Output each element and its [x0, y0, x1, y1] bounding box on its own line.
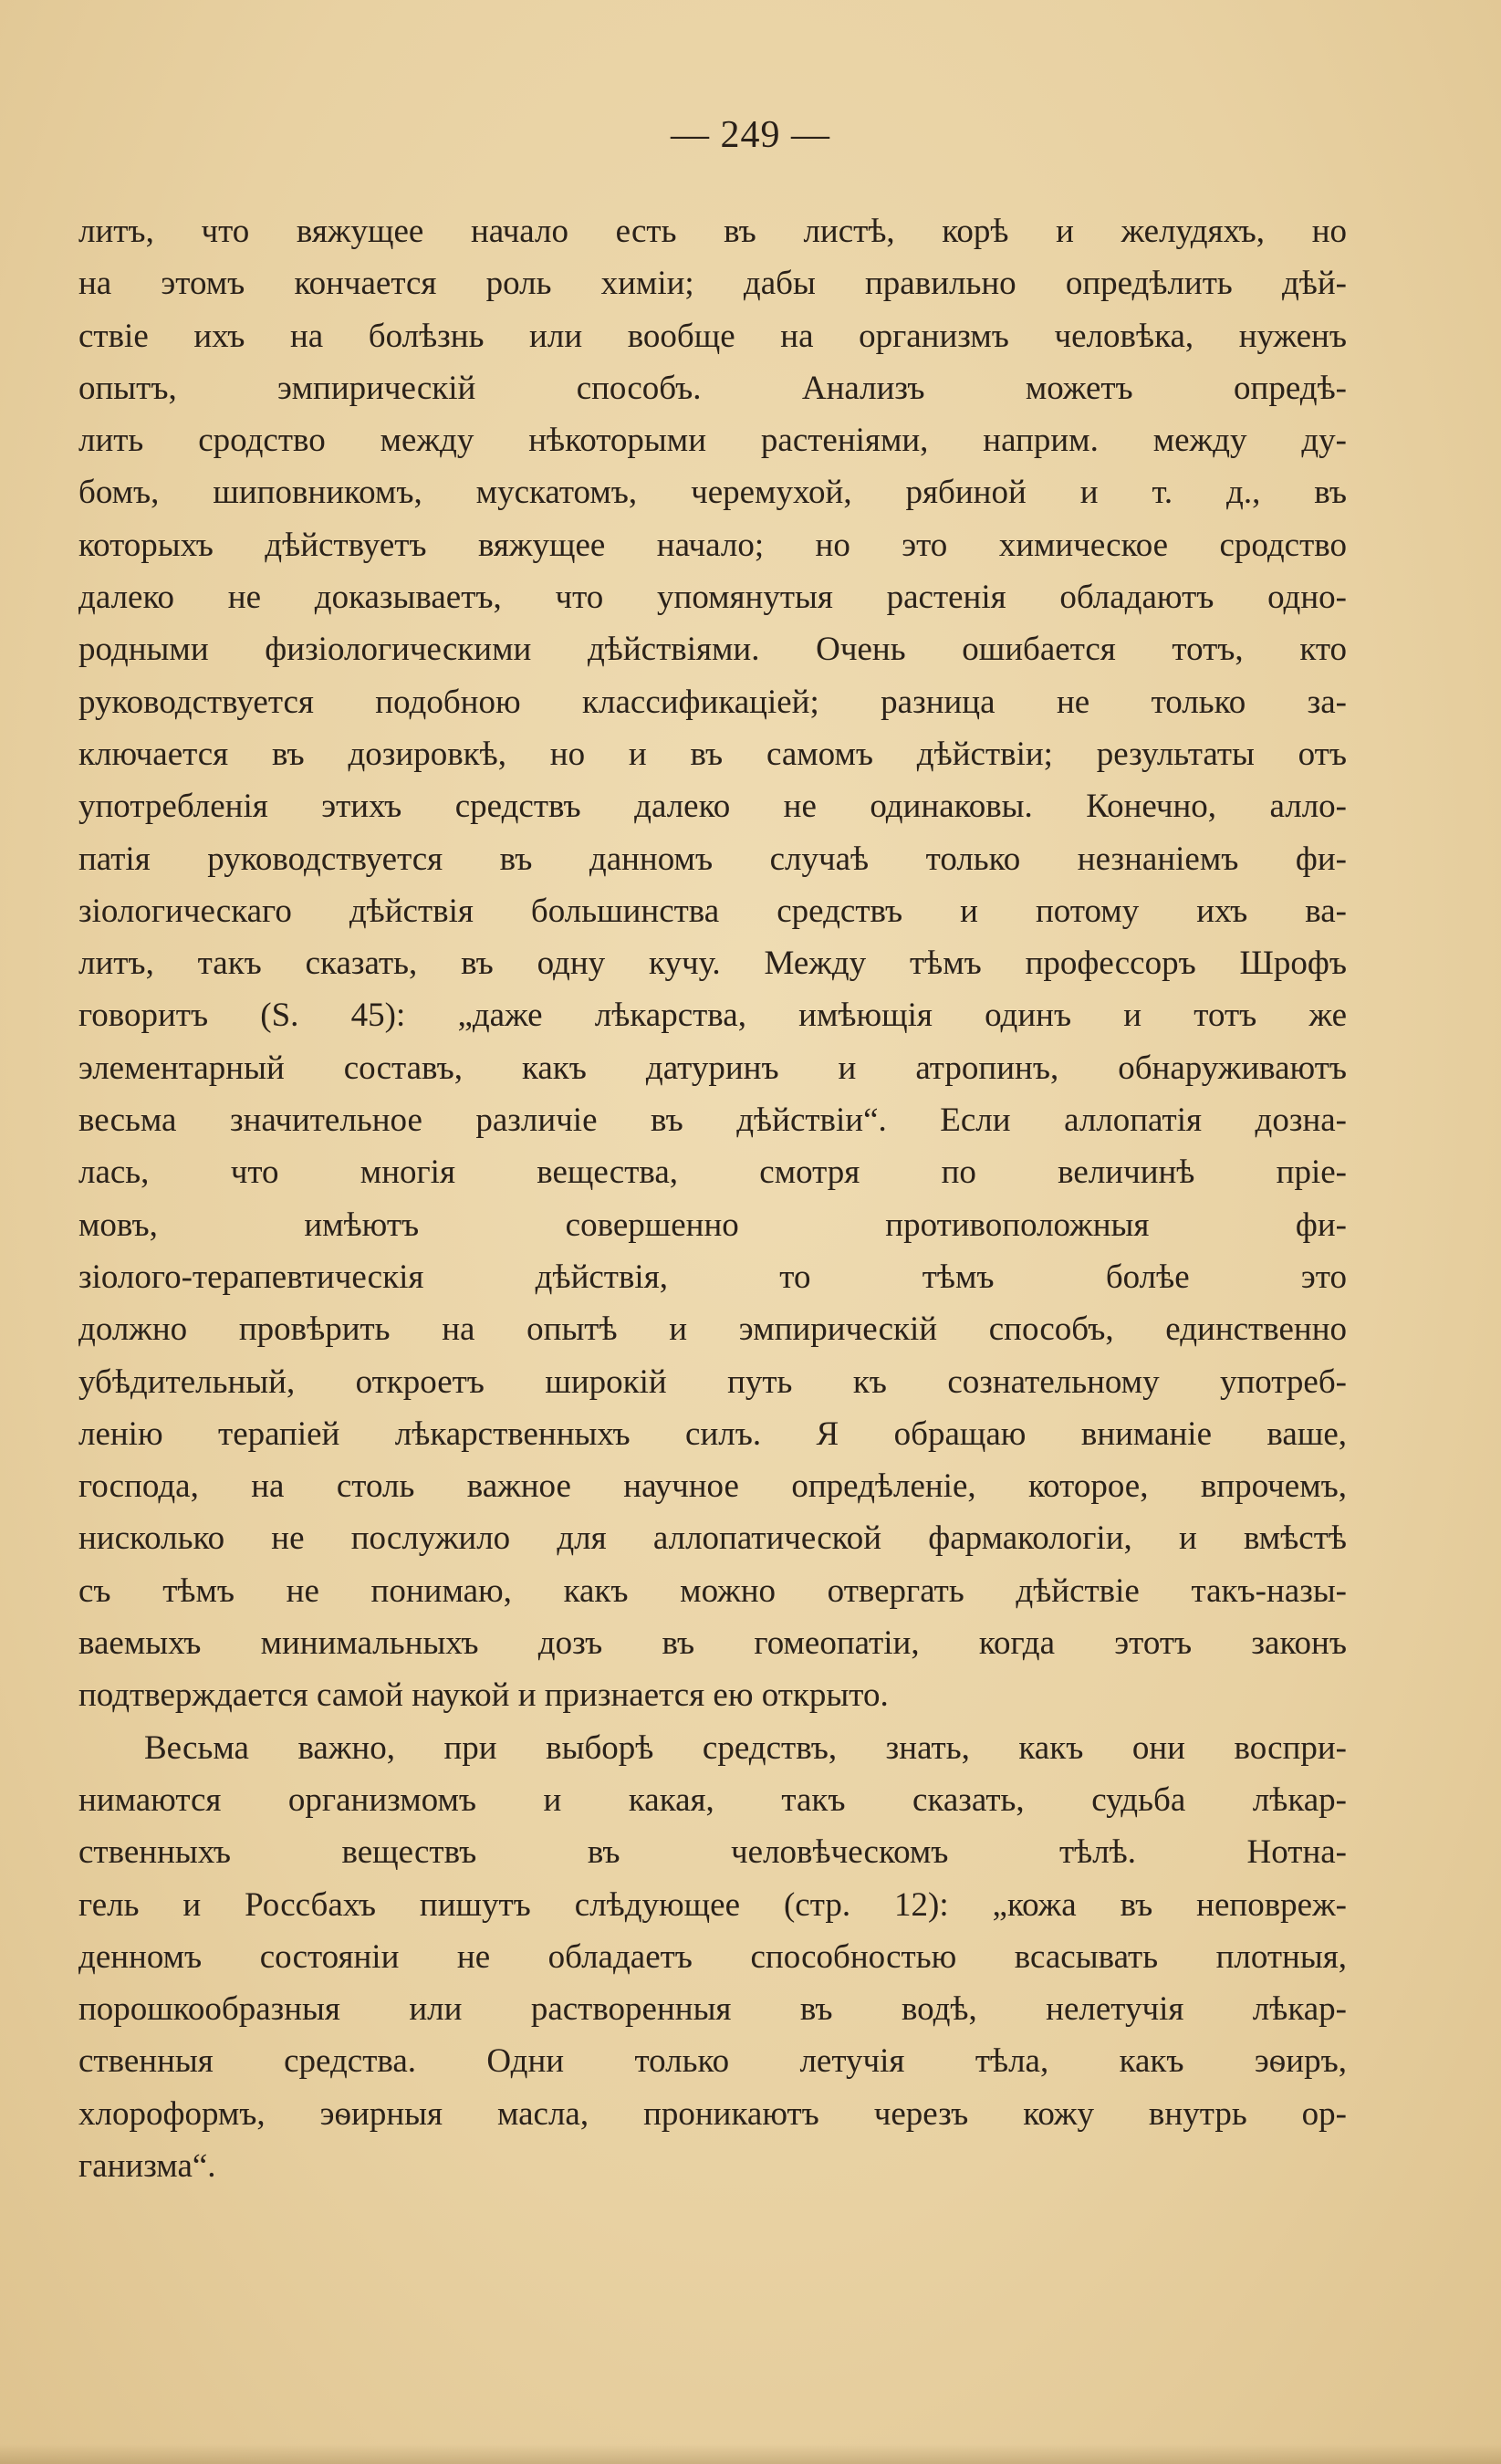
text-line: на этомъ кончается роль химіи; дабы правильно опредѣлить дѣй- [78, 265, 1347, 303]
text-line: бомъ, шиповникомъ, мускатомъ, черемухой, рябиной и т. д., въ [78, 474, 1347, 512]
text-line: гель и Россбахъ пишутъ слѣдующее (стр. 12): „кожа въ неповреж- [78, 1885, 1347, 1924]
text-line: нисколько не послужило для аллопатической фармакологіи, и вмѣстѣ [78, 1519, 1347, 1558]
text-line: лить сродство между нѣкоторыми растеніями, наприм. между ду- [78, 422, 1347, 460]
text-line: ственныхъ веществъ въ человѣческомъ тѣлѣ. Нотна- [78, 1833, 1347, 1872]
paragraph-1 [78, 205, 1347, 1722]
text-line: литъ, такъ сказать, въ одну кучу. Между тѣмъ профессоръ Шрофъ [78, 945, 1347, 983]
text-line: говоритъ (S. 45): „даже лѣкарства, имѣющія одинъ и тотъ же [78, 997, 1347, 1035]
text-line: ключается въ дозировкѣ, но и въ самомъ дѣйствіи; результаты отъ [78, 735, 1347, 773]
text-line: ганизма“. [78, 2146, 216, 2185]
text-line: денномъ состояніи не обладаетъ способностью всасывать плотныя, [78, 1937, 1347, 1976]
body-text [78, 205, 1347, 2192]
text-line: весьма значительное различіе въ дѣйствіи“. Если аллопатія дозна- [78, 1101, 1347, 1140]
text-line: патія руководствуется въ данномъ случаѣ только незнаніемъ фи- [78, 840, 1347, 878]
text-line: лась, что многія вещества, смотря по величинѣ пріе- [78, 1154, 1347, 1192]
text-line: руководствуется подобною классификаціей; разница не только за- [78, 683, 1347, 721]
page-number: — 249 — [671, 114, 830, 156]
text-line: которыхъ дѣйствуетъ вяжущее начало; но это химическое сродство [78, 526, 1347, 564]
page-bottom-edge [0, 2444, 1501, 2464]
text-line: съ тѣмъ не понимаю, какъ можно отвергать дѣйствіе такъ-назы- [78, 1571, 1347, 1610]
text-line: Весьма важно, при выборѣ средствъ, знать, какъ они воспри- [144, 1728, 1347, 1767]
text-line: подтверждается самой наукой и признается ею открыто. [78, 1676, 889, 1715]
text-line: далеко не доказываетъ, что упомянутыя растенія обладаютъ одно- [78, 579, 1347, 617]
text-line: зіолого-терапевтическія дѣйствія, то тѣмъ болѣе это [78, 1258, 1347, 1296]
text-line: элементарный составъ, какъ датуринъ и атропинъ, обнаруживаютъ [78, 1049, 1347, 1087]
text-line: должно провѣрить на опытѣ и эмпирическій способъ, единственно [78, 1310, 1347, 1349]
text-line: убѣдительный, откроетъ широкій путь къ сознательному употреб- [78, 1363, 1347, 1401]
text-line: нимаются организмомъ и какая, такъ сказать, судьба лѣкар- [78, 1780, 1347, 1819]
text-line: господа, на столь важное научное опредѣленіе, которое, впрочемъ, [78, 1467, 1347, 1506]
text-line: родными физіологическими дѣйствіями. Очень ошибается тотъ, кто [78, 631, 1347, 669]
text-line: опытъ, эмпирическій способъ. Анализъ можетъ опредѣ- [78, 369, 1347, 407]
text-line: употребленія этихъ средствъ далеко не одинаковы. Конечно, алло- [78, 788, 1347, 826]
text-line: ствіе ихъ на болѣзнь или вообще на организмъ человѣка, нуженъ [78, 317, 1347, 355]
text-line: зіологическаго дѣйствія большинства средствъ и потому ихъ ва- [78, 892, 1347, 930]
text-line: мовъ, имѣютъ совершенно противоположныя фи- [78, 1206, 1347, 1244]
text-line: ственныя средства. Одни только летучія тѣла, какъ эѳиръ, [78, 2042, 1347, 2081]
text-line: ваемыхъ минимальныхъ дозъ въ гомеопатіи, когда этотъ законъ [78, 1624, 1347, 1663]
text-line: порошкообразныя или растворенныя въ водѣ, нелетучія лѣкар- [78, 1990, 1347, 2029]
text-line: ленію терапіей лѣкарственныхъ силъ. Я обращаю вниманіе ваше, [78, 1415, 1347, 1453]
paragraph-2 [78, 1722, 1347, 2193]
text-line: хлороформъ, эѳирныя масла, проникаютъ черезъ кожу внутрь ор- [78, 2094, 1347, 2133]
text-line: литъ, что вяжущее начало есть въ листѣ, корѣ и желудяхъ, но [78, 213, 1347, 250]
